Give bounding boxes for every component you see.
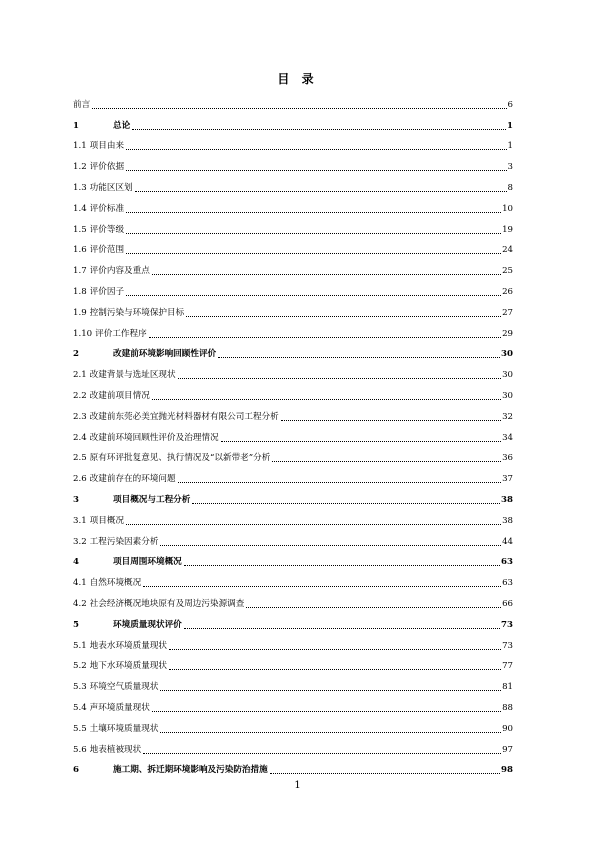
toc-entry-number: 2.6 <box>73 474 87 485</box>
toc-entry-page: 29 <box>502 328 513 339</box>
toc-entry-label: 项目概况与工程分析 <box>113 494 191 505</box>
toc-entry-page: 34 <box>502 432 513 443</box>
toc-entry-number: 5.4 <box>73 702 87 713</box>
toc-entry-number: 1.7 <box>73 266 87 277</box>
toc-entry-label: 评价依据 <box>89 162 125 173</box>
dot-leader <box>169 668 501 670</box>
toc-entry-number: 4.1 <box>73 578 87 589</box>
dot-leader <box>92 107 506 109</box>
dot-leader <box>272 460 501 462</box>
dot-leader <box>270 772 500 774</box>
toc-entry-page: 30 <box>501 349 513 360</box>
toc-section-entry[interactable] <box>73 652 513 673</box>
toc-entry-number: 1.6 <box>73 245 87 256</box>
toc-chapter-entry[interactable] <box>73 548 513 569</box>
dot-leader <box>126 148 506 150</box>
toc-entry-label: 改建前东莞必美宜抛光材料器材有限公司工程分析 <box>89 411 279 422</box>
toc-entry-number: 6 <box>73 765 79 776</box>
toc-entry-label: 功能区区划 <box>89 182 133 193</box>
toc-entry-number: 1.8 <box>73 286 87 297</box>
toc-entry-page: 26 <box>502 286 513 297</box>
toc-section-entry[interactable] <box>73 423 513 444</box>
toc-section-entry[interactable] <box>73 464 513 485</box>
toc-entry-label: 评价内容及重点 <box>89 266 150 277</box>
toc-entry-label: 地表水环境质量现状 <box>89 640 168 651</box>
toc-entry-page: 1 <box>507 120 513 131</box>
toc-entry-label: 评价因子 <box>89 286 125 297</box>
toc-entry-number: 1.2 <box>73 162 87 173</box>
toc-entry-label: 环境空气质量现状 <box>89 682 159 693</box>
toc-entry-page: 38 <box>502 515 513 526</box>
toc-entry-label: 前言 <box>73 99 91 110</box>
toc-entry-label: 评价范围 <box>89 245 125 256</box>
dot-leader <box>126 232 501 234</box>
toc-entry-number: 2 <box>73 349 79 360</box>
dot-leader <box>152 710 501 712</box>
dot-leader <box>126 169 506 171</box>
toc-section-entry[interactable] <box>73 277 513 298</box>
toc-entry-number: 2.1 <box>73 370 87 381</box>
dot-leader <box>186 315 501 317</box>
toc-entry-label: 项目由来 <box>89 141 125 152</box>
dot-leader <box>126 294 501 296</box>
dot-leader <box>160 689 501 691</box>
toc-entry-label: 改建前存在的环境问题 <box>89 474 176 485</box>
toc-entry-label: 改建前环境回顾性评价及治理情况 <box>89 432 219 443</box>
toc-chapter-entry[interactable] <box>73 340 513 361</box>
toc-section-entry[interactable] <box>73 194 513 215</box>
dot-leader <box>152 398 501 400</box>
toc-entry-page: 27 <box>502 307 513 318</box>
toc-entry-page: 24 <box>502 245 513 256</box>
toc-entry-label: 改建背景与选址区现状 <box>89 370 176 381</box>
toc-entry-page: 36 <box>502 453 513 464</box>
toc-entry-number: 3.2 <box>73 536 87 547</box>
dot-leader <box>184 627 500 629</box>
toc-entry-page: 19 <box>502 224 513 235</box>
toc-entry-label: 声环境质量现状 <box>89 702 150 713</box>
dot-leader <box>149 336 501 338</box>
toc-entry-page: 63 <box>502 578 513 589</box>
toc-list <box>73 90 513 776</box>
toc-entry-number: 5.2 <box>73 661 87 672</box>
toc-entry-page: 1 <box>507 141 513 152</box>
toc-section-entry[interactable] <box>73 256 513 277</box>
toc-entry-label: 项目概况 <box>89 515 125 526</box>
toc-section-entry[interactable] <box>73 319 513 340</box>
toc-entry-page: 44 <box>502 536 513 547</box>
toc-section-entry[interactable] <box>73 527 513 548</box>
toc-chapter-entry[interactable] <box>73 485 513 506</box>
toc-entry-page: 73 <box>502 640 513 651</box>
toc-entry-label: 改建前环境影响回顾性评价 <box>113 349 217 360</box>
toc-entry-page: 77 <box>502 661 513 672</box>
dot-leader <box>178 481 501 483</box>
toc-section-entry[interactable] <box>73 152 513 173</box>
toc-entry-number: 4.2 <box>73 598 87 609</box>
toc-entry-number: 1 <box>73 120 79 131</box>
toc-entry-label: 地表植被现状 <box>89 744 142 755</box>
dot-leader <box>132 128 506 130</box>
toc-section-entry[interactable] <box>73 360 513 381</box>
toc-entry-page: 63 <box>501 557 513 568</box>
toc-entry-number: 1.9 <box>73 307 87 318</box>
toc-entry-page: 38 <box>501 494 513 505</box>
toc-entry-number: 1.5 <box>73 224 87 235</box>
toc-section-entry[interactable] <box>73 402 513 423</box>
toc-entry-number: 5.3 <box>73 682 87 693</box>
toc-front-entry[interactable] <box>73 90 513 111</box>
toc-section-entry[interactable] <box>73 215 513 236</box>
dot-leader <box>152 273 501 275</box>
toc-entry-label: 项目周围环境概况 <box>113 557 182 568</box>
toc-entry-page: 6 <box>507 99 513 110</box>
toc-entry-page: 25 <box>502 266 513 277</box>
toc-entry-number: 1.4 <box>73 203 87 214</box>
toc-section-entry[interactable] <box>73 672 513 693</box>
dot-leader <box>126 252 501 254</box>
toc-entry-page: 3 <box>507 162 513 173</box>
toc-section-entry[interactable] <box>73 444 513 465</box>
dot-leader <box>160 544 501 546</box>
toc-entry-number: 2.4 <box>73 432 87 443</box>
toc-entry-page: 37 <box>502 474 513 485</box>
toc-entry-label: 原有环评批复意见、执行情况及“以新带老”分析 <box>89 453 271 464</box>
toc-section-entry[interactable] <box>73 236 513 257</box>
toc-entry-number: 1.10 <box>73 328 93 339</box>
dot-leader <box>192 502 500 504</box>
toc-entry-page: 88 <box>502 702 513 713</box>
toc-entry-number: 4 <box>73 557 79 568</box>
toc-entry-page: 30 <box>502 370 513 381</box>
toc-entry-page: 8 <box>507 182 513 193</box>
toc-entry-number: 1.1 <box>73 141 87 152</box>
page-number: 1 <box>294 780 301 791</box>
toc-section-entry[interactable] <box>73 568 513 589</box>
toc-entry-label: 社会经济概况地块原有及周边污染源调查 <box>89 598 245 609</box>
toc-section-entry[interactable] <box>73 735 513 756</box>
toc-entry-label: 地下水环境质量现状 <box>89 661 168 672</box>
toc-section-entry[interactable] <box>73 589 513 610</box>
toc-entry-label: 评价等级 <box>89 224 125 235</box>
dot-leader <box>169 648 501 650</box>
dot-leader <box>281 419 501 421</box>
toc-entry-number: 5.6 <box>73 744 87 755</box>
toc-entry-number: 3.1 <box>73 515 87 526</box>
toc-entry-label: 评价标准 <box>89 203 125 214</box>
toc-entry-page: 73 <box>501 619 513 630</box>
toc-section-entry[interactable] <box>73 714 513 735</box>
toc-entry-label: 环境质量现状评价 <box>113 619 182 630</box>
toc-entry-number: 1.3 <box>73 182 87 193</box>
toc-entry-label: 施工期、拆迁期环境影响及污染防治措施 <box>113 765 268 776</box>
toc-entry-label: 土壤环境质量现状 <box>89 723 159 734</box>
toc-entry-page: 81 <box>502 682 513 693</box>
toc-chapter-entry[interactable] <box>73 756 513 777</box>
toc-entry-page: 30 <box>502 390 513 401</box>
toc-entry-number: 2.3 <box>73 411 87 422</box>
dot-leader <box>218 356 500 358</box>
toc-entry-number: 5 <box>73 619 79 630</box>
toc-entry-page: 90 <box>502 723 513 734</box>
toc-section-entry[interactable] <box>73 506 513 527</box>
toc-entry-number: 5.1 <box>73 640 87 651</box>
toc-entry-page: 10 <box>502 203 513 214</box>
dot-leader <box>246 606 501 608</box>
dot-leader <box>143 752 501 754</box>
dot-leader <box>178 377 501 379</box>
toc-section-entry[interactable] <box>73 132 513 153</box>
dot-leader <box>221 440 501 442</box>
dot-leader <box>135 190 507 192</box>
toc-section-entry[interactable] <box>73 631 513 652</box>
toc-section-entry[interactable] <box>73 298 513 319</box>
toc-section-entry[interactable] <box>73 173 513 194</box>
toc-entry-number: 2.2 <box>73 390 87 401</box>
toc-title: 目 录 <box>277 72 318 86</box>
toc-entry-label: 自然环境概况 <box>89 578 142 589</box>
toc-section-entry[interactable] <box>73 381 513 402</box>
dot-leader <box>184 564 500 566</box>
dot-leader <box>126 523 501 525</box>
toc-entry-label: 总论 <box>113 120 131 131</box>
toc-entry-label: 工程污染因素分析 <box>89 536 159 547</box>
toc-entry-page: 66 <box>502 598 513 609</box>
toc-entry-page: 97 <box>502 744 513 755</box>
toc-chapter-entry[interactable] <box>73 111 513 132</box>
dot-leader <box>143 585 501 587</box>
toc-entry-page: 98 <box>501 765 513 776</box>
toc-section-entry[interactable] <box>73 693 513 714</box>
toc-entry-label: 评价工作程序 <box>95 328 147 339</box>
toc-chapter-entry[interactable] <box>73 610 513 631</box>
dot-leader <box>126 211 501 213</box>
dot-leader <box>160 731 501 733</box>
toc-entry-page: 32 <box>502 411 513 422</box>
toc-entry-label: 控制污染与环境保护目标 <box>89 307 185 318</box>
toc-entry-number: 2.5 <box>73 453 87 464</box>
toc-entry-number: 5.5 <box>73 723 87 734</box>
toc-entry-number: 3 <box>73 494 79 505</box>
toc-entry-label: 改建前项目情况 <box>89 390 150 401</box>
